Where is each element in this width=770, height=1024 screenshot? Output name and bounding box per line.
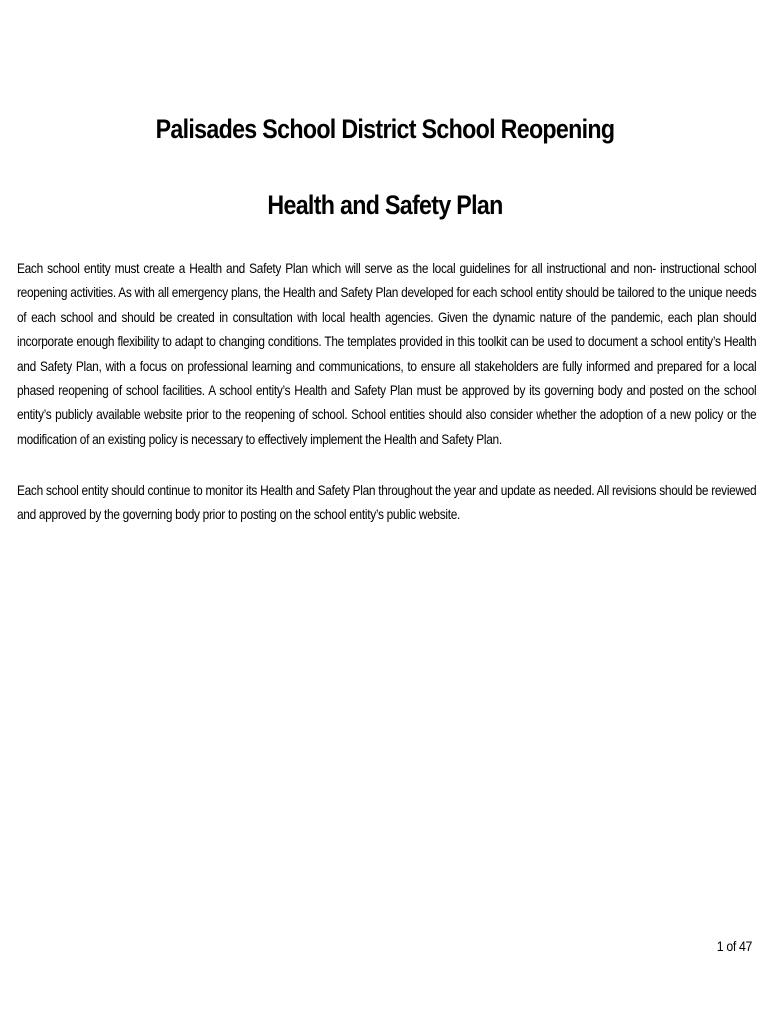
- revision-paragraph: Each school entity should continue to monitor its Health and Safety Plan throughout the year and update as needed. All revisions should be reviewed and approved by the governing body prior to posting on the school entity’s public website.: [17, 483, 757, 523]
- intro-paragraph: Each school entity must create a Health and Safety Plan which will serve as the local guidelines for all instructional and non- instructional school reopening activities. As with all emergency plans, the Health and Safety Plan developed for each school entity should be tailored to the unique needs of each school and should be created in consultation with local health agencies. Given the dynamic nature of the pandemic, each plan should incorporate enough flexibility to adapt to changing conditions. The templates provided in this toolkit can be used to document a school entity’s Health and Safety Plan, with a focus on professional learning and communications, to ensure all stakeholders are fully informed and prepared for a local phased reopening of school facilities. A school entity’s Health and Safety Plan must be approved by its governing body and posted on the school entity’s publicly available website prior to the reopening of school. School entities should also consider whether the adoption of a new policy or the modification of an existing policy is necessary to effectively implement the Health and Safety Plan.: [17, 261, 757, 447]
- document-subtitle: Health and Safety Plan: [267, 190, 503, 220]
- page-number: 1 of 47: [716, 938, 752, 954]
- document-title: Palisades School District School Reopening: [155, 114, 615, 144]
